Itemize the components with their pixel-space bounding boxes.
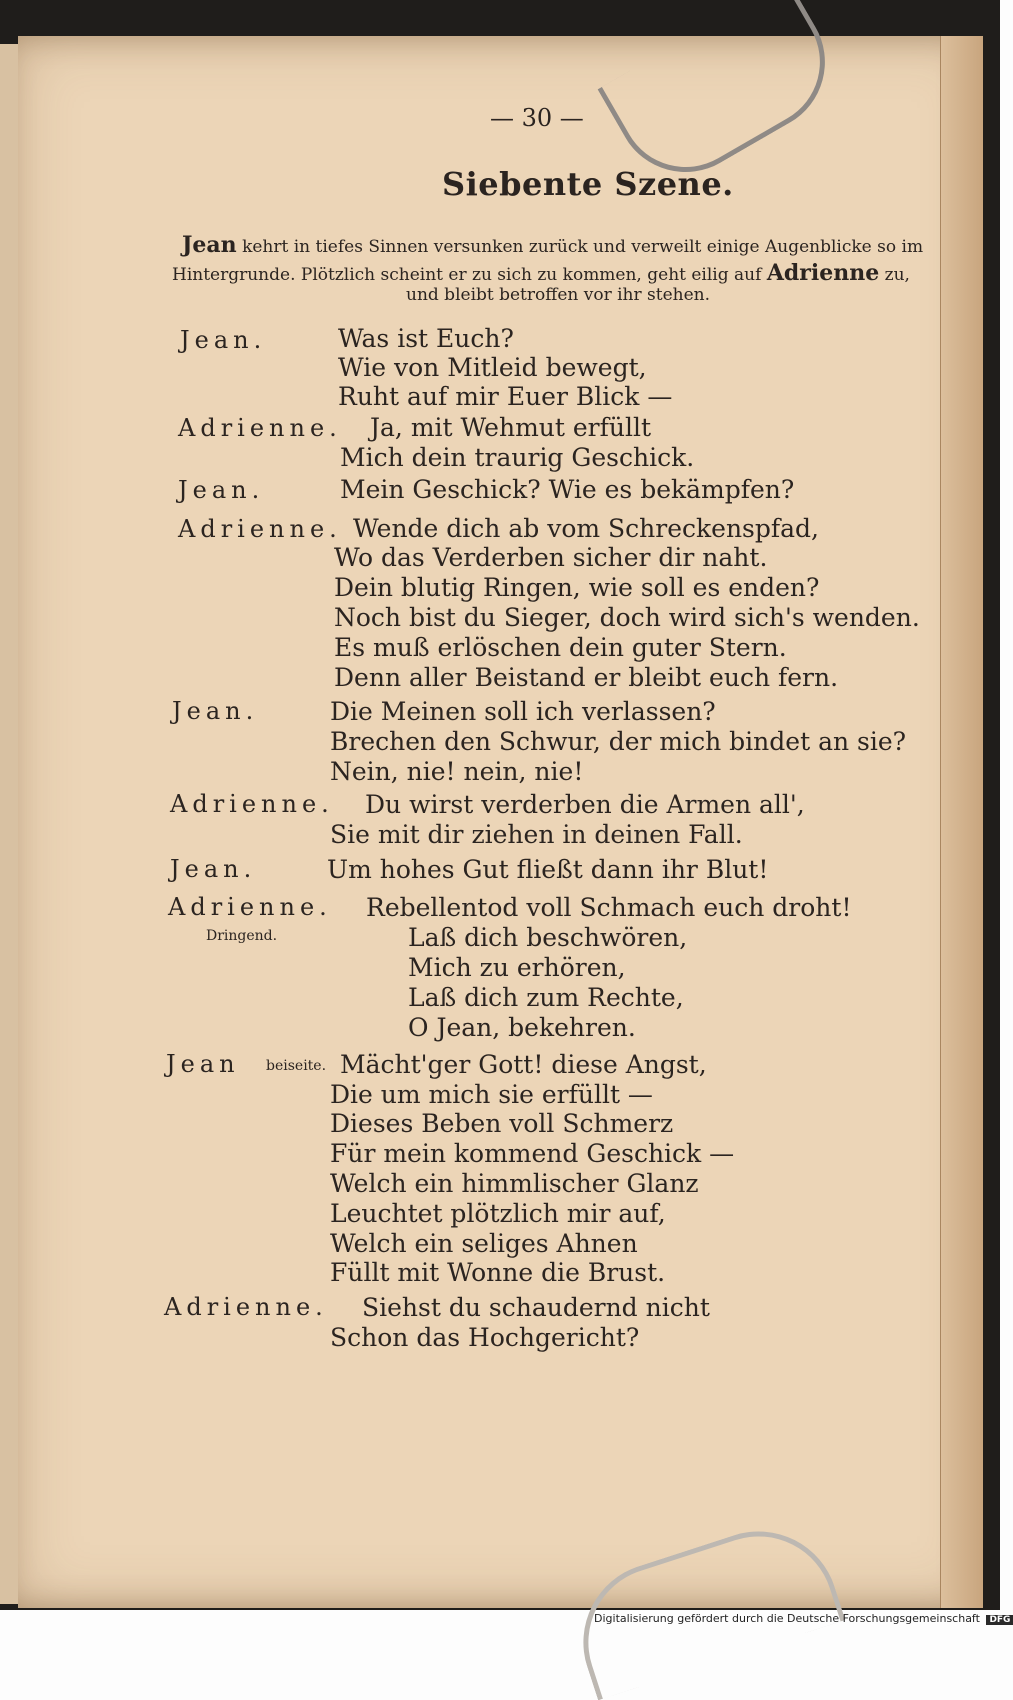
stage-text-2: Hintergrunde. Plötzlich scheint er zu sich zu kommen, geht eilig auf [172,265,762,285]
verse-line: Die Meinen soll ich verlassen? [330,697,716,726]
verse-line: Dein blutig Ringen, wie soll es enden? [334,573,820,602]
verse-line: Wende dich ab vom Schreckenspfad, [353,514,819,543]
stage-direction-line-2 [172,260,910,286]
funding-footer [594,1612,1013,1625]
speaker-adrienne: Adrienne. [170,790,334,818]
verse-line: Um hohes Gut fließt dann ihr Blut! [327,855,769,884]
speaker-jean: Jean. [180,326,267,354]
verse-line: Wo das Verderben sicher dir naht. [334,543,768,572]
verse-line: Was ist Euch? [338,324,514,353]
verse-line: Leuchtet plötzlich mir auf, [330,1199,666,1228]
verse-line: Mein Geschick? Wie es bekämpfen? [340,475,795,504]
verse-line: O Jean, bekehren. [408,1013,636,1042]
scene-title: Siebente Szene. [442,165,734,203]
page-gutter-edge [940,36,983,1608]
verse-line: Mächt'ger Gott! diese Angst, [340,1050,707,1079]
verse-line: Für mein kommend Geschick — [330,1139,735,1168]
verse-line: Laß dich zum Rechte, [408,983,684,1012]
dfg-logo-icon: DFG [986,1615,1013,1625]
verse-line: Welch ein seliges Ahnen [330,1229,638,1258]
verse-line: Siehst du schaudernd nicht [362,1293,710,1322]
stage-text-1: kehrt in tiefes Sinnen versunken zurück und verweilt einige Augenblicke so im [242,237,924,257]
stage-note-dringend: Dringend. [206,928,278,944]
verse-line: Welch ein himmlischer Glanz [330,1169,699,1198]
verse-line: Nein, nie! nein, nie! [330,757,584,786]
speaker-adrienne: Adrienne. [178,515,342,543]
speaker-adrienne: Adrienne. [178,414,342,442]
speaker-adrienne: Adrienne. [164,1293,328,1321]
stage-text-2-end: zu, [884,265,910,285]
stage-direction-line-1 [182,232,923,258]
verse-line: Ruht auf mir Euer Blick — [338,382,673,411]
verse-line: Brechen den Schwur, der mich bindet an sie? [330,727,907,756]
verse-line: Ja, mit Wehmut erfüllt [370,413,652,442]
stage-direction-line-3: und bleibt betroffen vor ihr stehen. [406,285,711,305]
stage-name-jean: Jean [182,232,237,258]
verse-line: Die um mich sie erfüllt — [330,1080,653,1109]
verse-line: Denn aller Beistand er bleibt euch fern. [334,663,839,692]
verse-line: Du wirst verderben die Armen all', [365,790,805,819]
speaker-jean: Jean. [178,476,265,504]
verse-line: Laß dich beschwören, [408,923,688,952]
verse-line: Noch bist du Sieger, doch wird sich's wenden. [334,603,920,632]
verse-line: Dieses Beben voll Schmerz [330,1109,674,1138]
verse-line: Schon das Hochgericht? [330,1323,640,1352]
speaker-jean: Jean. [170,855,257,883]
verse-line: Wie von Mitleid bewegt, [338,353,647,382]
verse-line: Füllt mit Wonne die Brust. [330,1258,666,1287]
verse-line: Mich zu erhören, [408,953,626,982]
verse-line: Es muß erlöschen dein guter Stern. [334,633,787,662]
verse-line: Mich dein traurig Geschick. [340,443,695,472]
page-number: — 30 — [490,104,584,132]
speaker-jean: Jean [166,1050,240,1078]
bottom-page-clip-icon [563,1511,846,1700]
verse-line: Sie mit dir ziehen in deinen Fall. [330,820,743,849]
footer-text: Digitalisierung gefördert durch die Deutsche Forschungsgemeinschaft [594,1612,980,1625]
stage-name-adrienne: Adrienne [766,260,880,286]
speaker-adrienne: Adrienne. [168,893,332,921]
stage-note-beiseite: beiseite. [266,1058,327,1074]
verse-line: Rebellentod voll Schmach euch droht! [366,893,852,922]
speaker-jean: Jean. [172,697,259,725]
